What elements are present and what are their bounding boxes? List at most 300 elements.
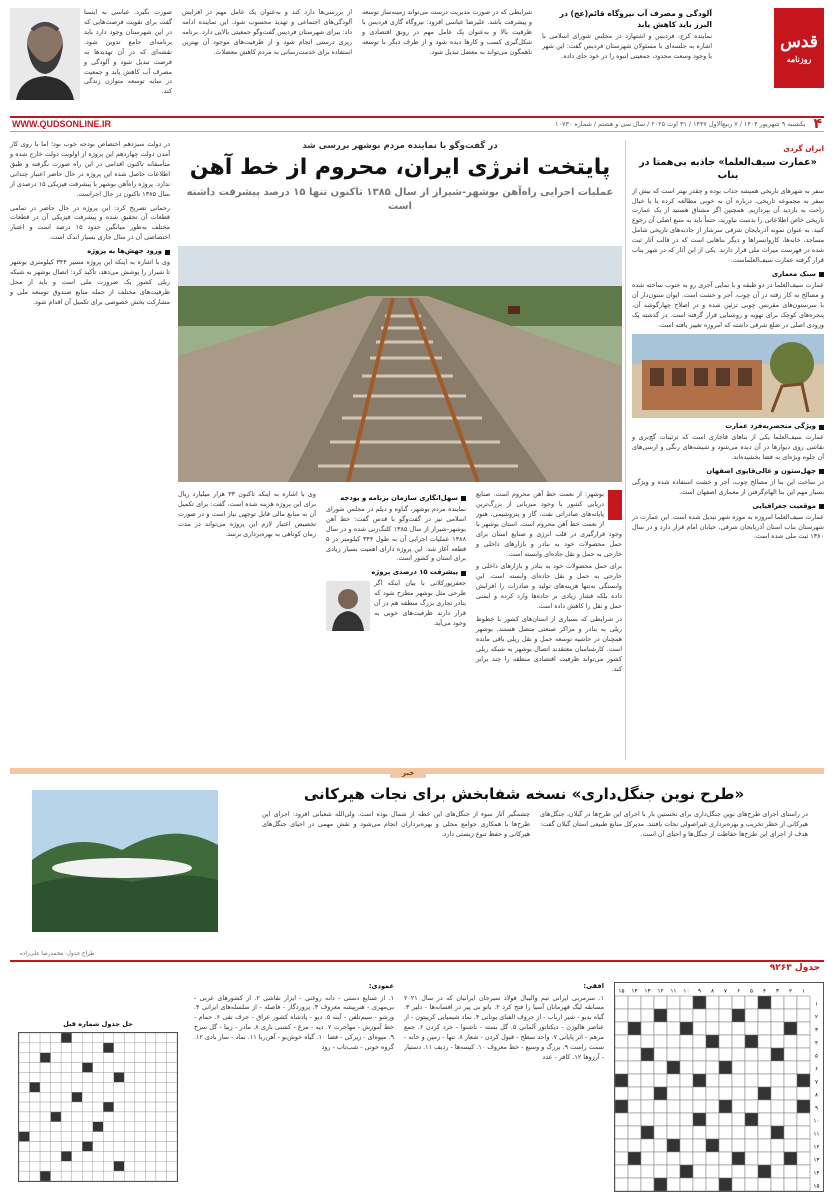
crossword-cell[interactable]: [797, 1074, 810, 1087]
newspaper-logo[interactable]: [774, 8, 824, 88]
solution-cell: [114, 1042, 125, 1052]
column-number: ۱۳: [644, 988, 651, 995]
solution-cell: [124, 1062, 135, 1072]
crossword-cell[interactable]: [719, 1087, 732, 1100]
crossword-cell[interactable]: [641, 1035, 654, 1048]
clues-panel-down: [194, 982, 394, 1196]
crossword-cell[interactable]: [706, 1061, 719, 1074]
crossword-cell[interactable]: [745, 1022, 758, 1035]
crossword-cell[interactable]: [706, 1152, 719, 1165]
crossword-cell[interactable]: [641, 1165, 654, 1178]
crossword-cell[interactable]: [771, 996, 784, 1009]
crossword-cell[interactable]: [628, 1113, 641, 1126]
crossword-cell[interactable]: [693, 1178, 706, 1191]
crossword-cell[interactable]: [771, 1074, 784, 1087]
crossword-cell[interactable]: [784, 1165, 797, 1178]
crossword-cell[interactable]: [654, 1100, 667, 1113]
crossword-cell[interactable]: [615, 1009, 628, 1022]
crossword-cell[interactable]: [758, 1048, 771, 1061]
crossword-cell[interactable]: [797, 1022, 810, 1035]
crossword-cell[interactable]: [758, 1178, 771, 1191]
crossword-cell[interactable]: [732, 1048, 745, 1061]
crossword-cell[interactable]: [641, 1022, 654, 1035]
crossword-cell[interactable]: [758, 1165, 771, 1178]
crossword-cell[interactable]: [758, 1100, 771, 1113]
crossword-cell[interactable]: [654, 1178, 667, 1191]
crossword-cell[interactable]: [680, 1035, 693, 1048]
crossword-cell[interactable]: [706, 1048, 719, 1061]
solution-cell: [93, 1082, 104, 1092]
crossword-cell[interactable]: [615, 1139, 628, 1152]
crossword-cell[interactable]: [628, 1100, 641, 1113]
solution-cell: [61, 1082, 72, 1092]
crossword-cell[interactable]: [706, 1139, 719, 1152]
crossword-cell[interactable]: [628, 1061, 641, 1074]
crossword-cell[interactable]: [706, 1100, 719, 1113]
crossword-cell[interactable]: [667, 1009, 680, 1022]
crossword-cell[interactable]: [784, 1178, 797, 1191]
crossword-cell[interactable]: [706, 1009, 719, 1022]
crossword-cell[interactable]: [719, 1100, 732, 1113]
clues-down: ۱. از صنایع دستی - دانه روغنی - ایزار نقاشی ۲. از کشورهای عربی - بی‌مهری - هنرپیشه معروف ۳. پروردگار - فاصله - از سلسله‌های ایرانی ۴. ورشو - سیم‌تلفن - آینه ۵. دیو - پادشاه کشور عراق - حرف نفی ۶. حمام - خط آموزش - مهاجرت ۷. دیه - مرغ - کشتی باری ۸. مادر - زیبا - گل سرخ ۹. میوه‌ای - زیرکی - فضا ۱۰. گیاه خوش‌بو - آهن‌ربا ۱۱. نماد - ساز بادی ۱۲. گروه خونی - شب‌تاب - رود: [194, 993, 394, 1052]
crossword-cell[interactable]: [745, 1139, 758, 1152]
crossword-cell[interactable]: [667, 1178, 680, 1191]
crossword-cell[interactable]: [784, 1087, 797, 1100]
crossword-cell[interactable]: [693, 1009, 706, 1022]
crossword-cell[interactable]: [706, 1126, 719, 1139]
crossword-cell[interactable]: [784, 996, 797, 1009]
solution-cell: [135, 1151, 146, 1161]
crossword-cell[interactable]: [628, 996, 641, 1009]
crossword-cell[interactable]: [797, 1087, 810, 1100]
crossword-cell[interactable]: [680, 1165, 693, 1178]
crossword-cell[interactable]: [719, 1178, 732, 1191]
crossword-cell[interactable]: [628, 1009, 641, 1022]
crossword-cell[interactable]: [745, 1061, 758, 1074]
crossword-cell[interactable]: [628, 1165, 641, 1178]
solution-cell: [40, 1131, 51, 1141]
crossword-cell[interactable]: [615, 996, 628, 1009]
crossword-cell[interactable]: [667, 1035, 680, 1048]
crossword-cell[interactable]: [615, 1126, 628, 1139]
solution-cell: [145, 1131, 156, 1141]
solution-cell: [72, 1131, 83, 1141]
crossword-cell[interactable]: [719, 1035, 732, 1048]
crossword-cell[interactable]: [771, 1139, 784, 1152]
main-kicker: در گفت‌وگو با نماینده مردم بوشهر بررسی شد: [302, 141, 498, 151]
crossword-cell[interactable]: [680, 1022, 693, 1035]
crossword-cell[interactable]: [654, 1139, 667, 1152]
crossword-cell[interactable]: [745, 1048, 758, 1061]
ticker-item[interactable]: [182, 8, 352, 108]
crossword-cell[interactable]: [797, 1178, 810, 1191]
solution-svg: [19, 1033, 177, 1181]
crossword-cell[interactable]: [693, 1139, 706, 1152]
crossword-cell[interactable]: [693, 1022, 706, 1035]
crossword-cell[interactable]: [758, 996, 771, 1009]
crossword-cell[interactable]: [719, 1139, 732, 1152]
crossword-cell[interactable]: [615, 1152, 628, 1165]
crossword-cell[interactable]: [641, 1139, 654, 1152]
solution-cell: [103, 1102, 114, 1112]
crossword-cell[interactable]: [771, 1009, 784, 1022]
crossword-cell[interactable]: [667, 1061, 680, 1074]
solution-cell: [156, 1062, 167, 1072]
crossword-cell[interactable]: [693, 996, 706, 1009]
news-title[interactable]: «طرح نوین جنگل‌داری» نسخه شفابخش برای نجات هیرکانی: [303, 785, 745, 803]
crossword-cell[interactable]: [771, 1061, 784, 1074]
crossword-cell[interactable]: [680, 996, 693, 1009]
crossword-cell[interactable]: [784, 1022, 797, 1035]
crossword-cell[interactable]: [732, 1165, 745, 1178]
crossword-cell[interactable]: [719, 1126, 732, 1139]
crossword-cell[interactable]: [732, 1139, 745, 1152]
crossword-cell[interactable]: [797, 1113, 810, 1126]
crossword-cell[interactable]: [719, 1048, 732, 1061]
crossword-cell[interactable]: [654, 1165, 667, 1178]
crossword-cell[interactable]: [667, 1126, 680, 1139]
crossword-cell[interactable]: [615, 1087, 628, 1100]
crossword-cell[interactable]: [680, 1074, 693, 1087]
crossword-cell[interactable]: [784, 1126, 797, 1139]
crossword-cell[interactable]: [719, 1165, 732, 1178]
crossword-cell[interactable]: [654, 1035, 667, 1048]
crossword-cell[interactable]: [615, 1022, 628, 1035]
solution-cell: [166, 1111, 177, 1121]
crossword-cell[interactable]: [745, 1074, 758, 1087]
crossword-cell[interactable]: [784, 1061, 797, 1074]
solution-cell: [61, 1062, 72, 1072]
column-number: ۱۴: [631, 988, 638, 995]
crossword-cell[interactable]: [654, 1113, 667, 1126]
crossword-cell[interactable]: [784, 1048, 797, 1061]
crossword-cell[interactable]: [641, 1087, 654, 1100]
crossword-cell[interactable]: [654, 1152, 667, 1165]
crossword-cell[interactable]: [758, 1061, 771, 1074]
solution-cell: [114, 1131, 125, 1141]
solution-cell: [135, 1033, 146, 1043]
crossword-cell[interactable]: [758, 1152, 771, 1165]
crossword-cell[interactable]: [641, 996, 654, 1009]
crossword-cell[interactable]: [641, 1113, 654, 1126]
ticker-item[interactable]: [84, 8, 172, 108]
crossword-cell[interactable]: [797, 1100, 810, 1113]
solution-cell: [19, 1141, 30, 1151]
crossword-cell[interactable]: [706, 1113, 719, 1126]
crossword-cell[interactable]: [758, 1009, 771, 1022]
crossword-cell[interactable]: [758, 1035, 771, 1048]
crossword-cell[interactable]: [706, 1022, 719, 1035]
column-number: ۸: [711, 988, 714, 995]
crossword-cell[interactable]: [615, 1178, 628, 1191]
crossword-cell[interactable]: [745, 996, 758, 1009]
crossword-cell[interactable]: [654, 1087, 667, 1100]
crossword-cell[interactable]: [719, 1152, 732, 1165]
solution-cell: [135, 1121, 146, 1131]
crossword-cell[interactable]: [680, 1113, 693, 1126]
crossword-cell[interactable]: [745, 1009, 758, 1022]
crossword-cell[interactable]: [680, 1009, 693, 1022]
crossword-cell[interactable]: [667, 1087, 680, 1100]
sidebar-subheading: ویژگی منحصربه‌فرد عمارت: [632, 422, 824, 432]
crossword-cell[interactable]: [693, 1061, 706, 1074]
sidebar-section-text: در ساخت این بنا از مصالح چوب، آجر و خشت استفاده شده و ویژگی بسیار مهم این بنا الهام‌گرفتن از معماری اصفهان است.: [632, 477, 824, 496]
crossword-cell[interactable]: [693, 1100, 706, 1113]
crossword-cell[interactable]: [615, 1165, 628, 1178]
crossword-cell[interactable]: [693, 1165, 706, 1178]
ticker-text: صورت بگیرد. عباسی به ایسنا گفت برای تقویت فرصت‌هایی که در این شهرستان وجود دارد باید برنامه‌ای جامع تدوین شود. نقشه‌ای که در آن تهدیدها به فرصت تبدیل شود و آلودگی و مصرف آب کاهش یابد و جمعیت در سایه توسعه متوازن زندگی کند.: [84, 8, 172, 96]
crossword-cell[interactable]: [745, 1152, 758, 1165]
crossword-cell[interactable]: [706, 1165, 719, 1178]
solution-cell: [72, 1092, 83, 1102]
crossword-cell[interactable]: [654, 1022, 667, 1035]
crossword-cell[interactable]: [771, 1035, 784, 1048]
crossword-cell[interactable]: [771, 1087, 784, 1100]
solution-cell: [51, 1082, 62, 1092]
crossword-cell[interactable]: [693, 1087, 706, 1100]
crossword-cell[interactable]: [628, 1152, 641, 1165]
solution-cell: [135, 1082, 146, 1092]
crossword-cell[interactable]: [784, 1035, 797, 1048]
crossword-cell[interactable]: [732, 1035, 745, 1048]
crossword-cell[interactable]: [680, 1139, 693, 1152]
masthead-bar: [10, 116, 824, 132]
solution-cell: [82, 1141, 93, 1151]
crossword-cell[interactable]: [693, 1035, 706, 1048]
crossword-cell[interactable]: [719, 1113, 732, 1126]
solution-cell: [93, 1052, 104, 1062]
crossword-cell[interactable]: [654, 1061, 667, 1074]
crossword-cell[interactable]: [628, 1048, 641, 1061]
crossword-cell[interactable]: [771, 1126, 784, 1139]
solution-cell: [51, 1151, 62, 1161]
crossword-cell[interactable]: [719, 1022, 732, 1035]
solution-cell: [51, 1161, 62, 1171]
solution-cell: [72, 1052, 83, 1062]
crossword-cell[interactable]: [732, 1126, 745, 1139]
crossword-cell[interactable]: [654, 1074, 667, 1087]
crossword-cell[interactable]: [641, 1009, 654, 1022]
crossword-cell[interactable]: [667, 1048, 680, 1061]
crossword-cell[interactable]: [641, 1061, 654, 1074]
crossword-cell[interactable]: [706, 996, 719, 1009]
crossword-cell[interactable]: [732, 1087, 745, 1100]
crossword-cell[interactable]: [732, 1113, 745, 1126]
crossword-cell[interactable]: [641, 1048, 654, 1061]
crossword-cell[interactable]: [615, 1048, 628, 1061]
crossword-cell[interactable]: [693, 1048, 706, 1061]
crossword-cell[interactable]: [719, 996, 732, 1009]
crossword-cell[interactable]: [680, 1100, 693, 1113]
crossword-cell[interactable]: [628, 1139, 641, 1152]
solution-cell: [30, 1121, 41, 1131]
crossword-cell[interactable]: [667, 1074, 680, 1087]
crossword-cell[interactable]: [667, 1139, 680, 1152]
crossword-cell[interactable]: [771, 1022, 784, 1035]
solution-cell: [93, 1131, 104, 1141]
solution-cell: [19, 1062, 30, 1072]
crossword-cell[interactable]: [680, 1152, 693, 1165]
solution-cell: [72, 1062, 83, 1072]
crossword-cell[interactable]: [797, 1165, 810, 1178]
crossword-cell[interactable]: [797, 1009, 810, 1022]
logo-sub: روزنامه: [786, 53, 812, 64]
solution-cell: [156, 1151, 167, 1161]
crossword-cell[interactable]: [771, 1165, 784, 1178]
crossword-cell[interactable]: [771, 1048, 784, 1061]
clues-panel: [404, 982, 604, 1196]
crossword-cell[interactable]: [680, 1126, 693, 1139]
crossword-cell[interactable]: [758, 1022, 771, 1035]
crossword-cell[interactable]: [784, 1009, 797, 1022]
crossword-cell[interactable]: [732, 1061, 745, 1074]
solution-cell: [124, 1082, 135, 1092]
crossword-cell[interactable]: [732, 996, 745, 1009]
sidebar-intro: سفر به شهرهای تاریخی همیشه جذاب بوده و چقدر بهتر است که بیش از سفر به مجموعه تاریخی، درباره آن به خوبی مطالعه کرده یا با خیال راحت به بازدید آن بپردازیم. همچنین اگر مشتاق هستید از یک عمارت تاریخی خاص اطلاعاتی را بدست بیاورید، حتماً باید به منبع اصلی آن رجوع کنید. به عنوان نمونه آذربایجان شرقی سرشار از جاذبه‌های تاریخی شامل مساجد، خانه‌ها، کاروانسراها و دیگر بناهایی است که در قالب آثار ثبت شده در فهرست میراث ملی قرار دارند. یکی از این آثار که در شهر بناب قرار گرفته عمارت سیف‌العلماست.: [632, 186, 824, 265]
solution-cell: [135, 1171, 146, 1181]
crossword-cell[interactable]: [693, 1152, 706, 1165]
crossword-cell[interactable]: [797, 1152, 810, 1165]
crossword-cell[interactable]: [732, 1022, 745, 1035]
crossword-cell[interactable]: [797, 1126, 810, 1139]
crossword-cell[interactable]: [628, 1035, 641, 1048]
ticker-item[interactable]: [542, 8, 712, 108]
crossword-cell[interactable]: [628, 1087, 641, 1100]
crossword-cell[interactable]: [667, 996, 680, 1009]
crossword-cell[interactable]: [615, 1113, 628, 1126]
crossword-cell[interactable]: [745, 1087, 758, 1100]
crossword-cell[interactable]: [771, 1100, 784, 1113]
crossword-cell[interactable]: [628, 1126, 641, 1139]
crossword-cell[interactable]: [615, 1035, 628, 1048]
crossword-cell[interactable]: [797, 1035, 810, 1048]
solution-cell: [40, 1062, 51, 1072]
crossword-cell[interactable]: [667, 1100, 680, 1113]
crossword-cell[interactable]: [719, 1074, 732, 1087]
solution-cell: [114, 1062, 125, 1072]
crossword-cell[interactable]: [732, 1100, 745, 1113]
crossword-cell[interactable]: [732, 1152, 745, 1165]
site-link[interactable]: WWW.QUDSONLINE.IR: [12, 118, 111, 129]
solution-cell: [93, 1161, 104, 1171]
solution-cell: [61, 1141, 72, 1151]
crossword-cell[interactable]: [797, 996, 810, 1009]
crossword-cell[interactable]: [771, 1178, 784, 1191]
solution-cell: [30, 1062, 41, 1072]
solution-cell: [93, 1102, 104, 1112]
crossword-cell[interactable]: [693, 1126, 706, 1139]
crossword-cell[interactable]: [732, 1009, 745, 1022]
crossword-cell[interactable]: [667, 1022, 680, 1035]
crossword-cell[interactable]: [758, 1126, 771, 1139]
crossword-cell[interactable]: [628, 1178, 641, 1191]
crossword-cell[interactable]: [784, 1152, 797, 1165]
crossword-cell[interactable]: [667, 1113, 680, 1126]
crossword-cell[interactable]: [758, 1139, 771, 1152]
crossword-cell[interactable]: [732, 1074, 745, 1087]
crossword-cell[interactable]: [654, 1048, 667, 1061]
crossword-cell[interactable]: [784, 1100, 797, 1113]
crossword-cell[interactable]: [693, 1074, 706, 1087]
crossword-cell[interactable]: [641, 1152, 654, 1165]
solution-cell: [145, 1171, 156, 1181]
crossword-cell[interactable]: [745, 1126, 758, 1139]
ticker-text: شرایطی که در صورت مدیریت درست می‌تواند زمینه‌ساز توسعه و پیشرفت باشد. علیرضا عباسی افزود: نیروگاه گازی فردیس با ظرفیت بالا و به‌عنوان یک عامل مهم در رونق اقتصادی و شکل‌گیری کسب و کارها دیده شود و از طرف دیگر با توسعه ناهمگون می‌تواند به معضل تبدیل شود.: [362, 8, 532, 56]
crossword-cell[interactable]: [745, 1035, 758, 1048]
crossword-cell[interactable]: [771, 1113, 784, 1126]
crossword-cell[interactable]: [732, 1178, 745, 1191]
crossword-cell[interactable]: [706, 1074, 719, 1087]
crossword-cell[interactable]: [680, 1061, 693, 1074]
crossword-cell[interactable]: [706, 1035, 719, 1048]
crossword-cell[interactable]: [745, 1178, 758, 1191]
solution-cell: [124, 1161, 135, 1171]
issue-date: یکشنبه ۹ شهریور ۱۴۰۴ / ۷ ربیع‌الاول ۱۴۴۷ / ۳۱ اوت ۲۰۲۵ / سال سی و هشتم / شماره ۱۰۷۳۰: [555, 119, 806, 128]
crossword-cell[interactable]: [654, 1009, 667, 1022]
crossword-cell[interactable]: [654, 1126, 667, 1139]
row-number: ۱: [815, 1001, 818, 1008]
crossword-cell[interactable]: [719, 1009, 732, 1022]
crossword-cell[interactable]: [706, 1087, 719, 1100]
solution-cell: [114, 1171, 125, 1181]
news-text: چشمگیر آثار سوء از جنگل‌های این خطه از شمال بوده است. ولی‌الله شعبانی افزود: اجرای این طرح‌ها با همکاری جوامع محلی و بهره‌برداران انجام می‌شود و نقش مهمی در احیای جنگل‌های هیرکانی و حفظ تنوع زیستی دارد.: [262, 810, 530, 838]
solution-cell: [124, 1092, 135, 1102]
crossword-cell[interactable]: [667, 1152, 680, 1165]
sidebar-title[interactable]: «عمارت سیف‌العلما» جاذبه بی‌همتا در بناب: [639, 156, 817, 181]
crossword-cell[interactable]: [706, 1178, 719, 1191]
crossword-cell[interactable]: [758, 1087, 771, 1100]
crossword-cell[interactable]: [771, 1152, 784, 1165]
solution-cell: [61, 1092, 72, 1102]
crossword-cell[interactable]: [615, 1074, 628, 1087]
crossword-cell[interactable]: [641, 1126, 654, 1139]
crossword-cell[interactable]: [641, 1178, 654, 1191]
crossword-cell[interactable]: [784, 1139, 797, 1152]
solution-cell: [166, 1052, 177, 1062]
crossword-cell[interactable]: [641, 1074, 654, 1087]
crossword-cell[interactable]: [680, 1048, 693, 1061]
solution-cell: [30, 1033, 41, 1043]
crossword-cell[interactable]: [615, 1100, 628, 1113]
solution-cell: [135, 1072, 146, 1082]
crossword-cell[interactable]: [797, 1139, 810, 1152]
crossword-cell[interactable]: [745, 1100, 758, 1113]
crossword-cell[interactable]: [628, 1022, 641, 1035]
crossword-cell[interactable]: [667, 1165, 680, 1178]
crossword-cell[interactable]: [628, 1074, 641, 1087]
crossword-cell[interactable]: [654, 996, 667, 1009]
crossword-cell[interactable]: [745, 1165, 758, 1178]
crossword-cell[interactable]: [745, 1113, 758, 1126]
crossword-cell[interactable]: [615, 1061, 628, 1074]
crossword-cell[interactable]: [719, 1061, 732, 1074]
crossword-cell[interactable]: [797, 1048, 810, 1061]
solution-cell: [19, 1092, 30, 1102]
crossword-cell[interactable]: [784, 1074, 797, 1087]
crossword-cell[interactable]: [758, 1074, 771, 1087]
crossword-cell[interactable]: [693, 1113, 706, 1126]
crossword-cell[interactable]: [641, 1100, 654, 1113]
main-headline[interactable]: پایتخت انرژی ایران، محروم از خط آهن: [189, 155, 611, 181]
author-photo: [10, 8, 80, 100]
ticker-item[interactable]: [362, 8, 532, 108]
crossword-grid[interactable]: [614, 982, 824, 1192]
crossword-cell[interactable]: [758, 1113, 771, 1126]
crossword-cell[interactable]: [784, 1113, 797, 1126]
crossword-cell[interactable]: [680, 1087, 693, 1100]
crossword-cell[interactable]: [797, 1061, 810, 1074]
crossword-cell[interactable]: [680, 1178, 693, 1191]
